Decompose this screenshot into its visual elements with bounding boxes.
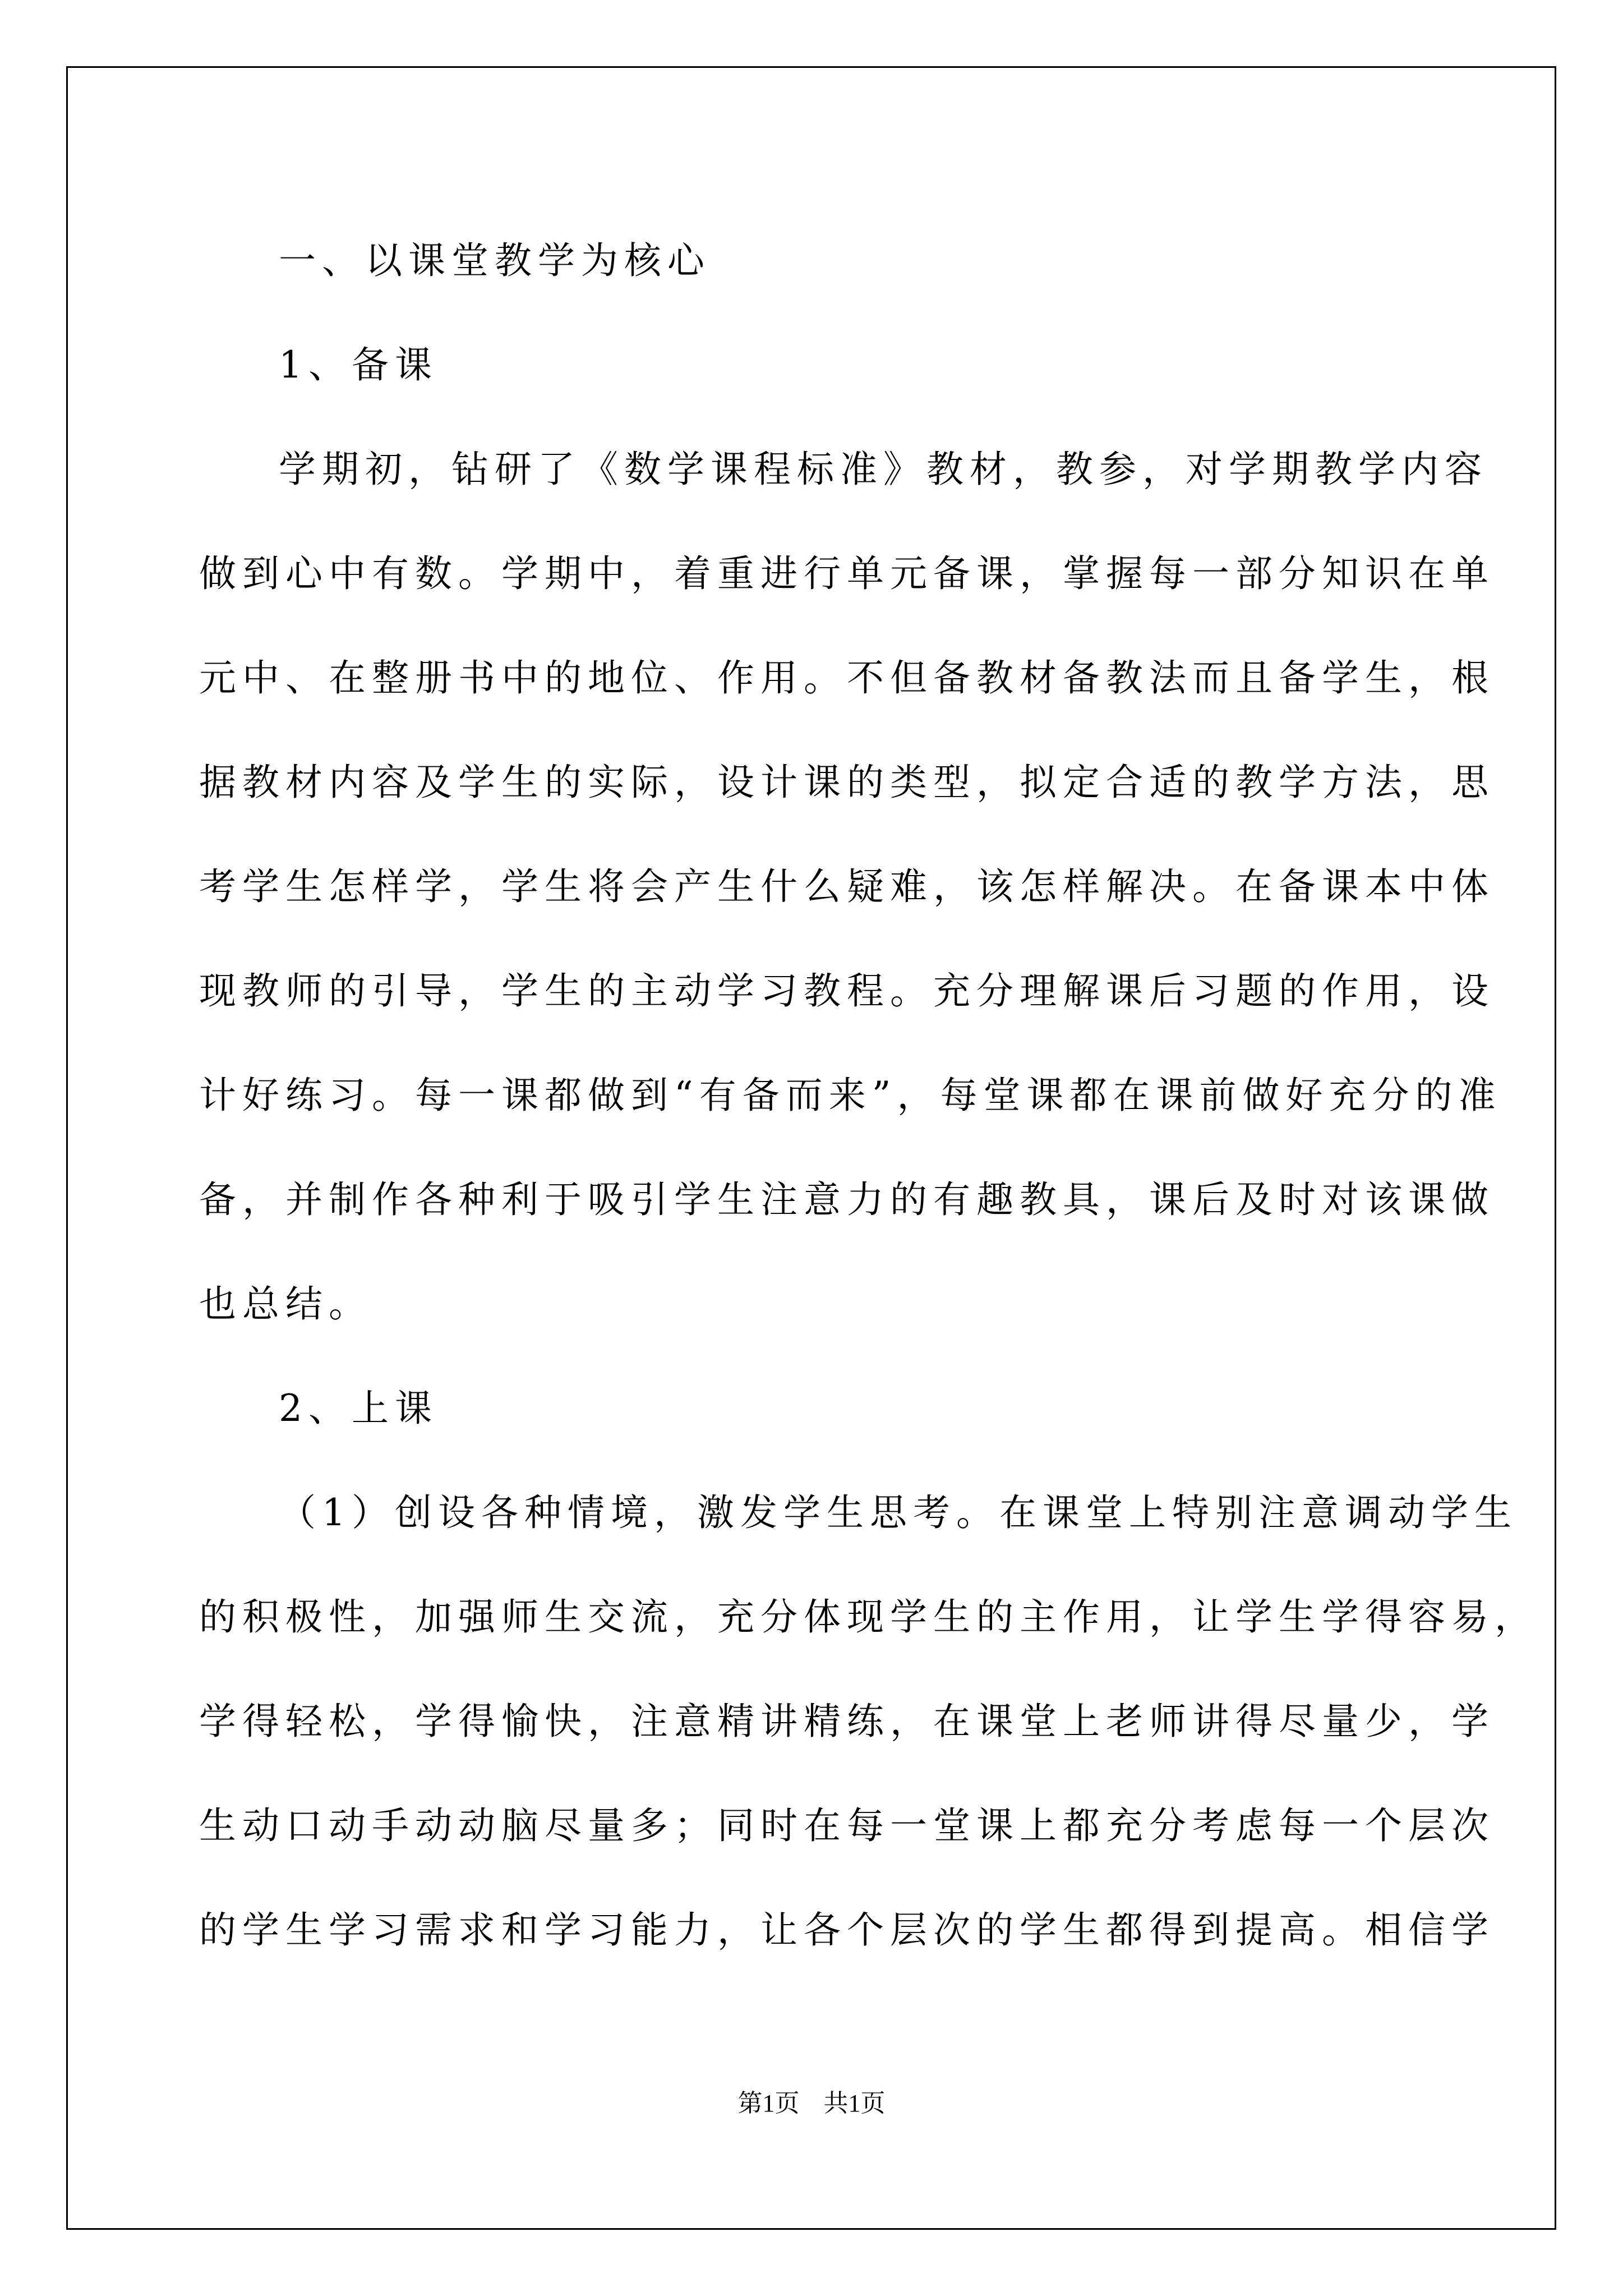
page-total: 共1页 bbox=[823, 2090, 886, 2117]
page-footer bbox=[0, 2087, 1623, 2120]
text-line: 据教材内容及学生的实际，设计课的类型，拟定合适的教学方法，思 bbox=[199, 761, 1495, 804]
text-line: 的积极性，加强师生交流，充分体现学生的主作用，让学生学得容易， bbox=[199, 1595, 1538, 1639]
text-line: 的学生学习需求和学习能力，让各个层次的学生都得到提高。相信学 bbox=[199, 1908, 1495, 1952]
text-line: 计好练习。每一课都做到“有备而来”，每堂课都在课前做好充分的准 bbox=[199, 1074, 1502, 1117]
text-line: 做到心中有数。学期中，着重进行单元备课，掌握每一部分知识在单 bbox=[199, 552, 1495, 595]
document-body bbox=[199, 209, 1538, 1982]
text-line: 学得轻松，学得愉快，注意精讲精练，在课堂上老师讲得尽量少，学 bbox=[199, 1700, 1495, 1743]
text-line: 2、上课 bbox=[279, 1387, 438, 1430]
text-line: 考学生怎样学，学生将会产生什么疑难，该怎样解决。在备课本中体 bbox=[199, 865, 1495, 908]
text-line: 1、备课 bbox=[279, 343, 438, 386]
text-line: 备，并制作各种利于吸引学生注意力的有趣教具，课后及时对该课做 bbox=[199, 1178, 1495, 1221]
text-line: 元中、在整册书中的地位、作用。不但备教材备教法而且备学生，根 bbox=[199, 656, 1495, 700]
text-line: （1）创设各种情境，激发学生思考。在课堂上特别注意调动学生 bbox=[279, 1491, 1518, 1534]
text-line: 现教师的引导，学生的主动学习教程。充分理解课后习题的作用，设 bbox=[199, 969, 1495, 1013]
page-number: 第1页 bbox=[737, 2090, 800, 2117]
text-line: 也总结。 bbox=[199, 1282, 372, 1326]
text-line: 学期初，钻研了《数学课程标准》教材，教参，对学期教学内容 bbox=[279, 448, 1488, 491]
text-line: 一、以课堂教学为核心 bbox=[279, 239, 711, 282]
text-line: 生动口动手动动脑尽量多；同时在每一堂课上都充分考虑每一个层次 bbox=[199, 1804, 1495, 1847]
